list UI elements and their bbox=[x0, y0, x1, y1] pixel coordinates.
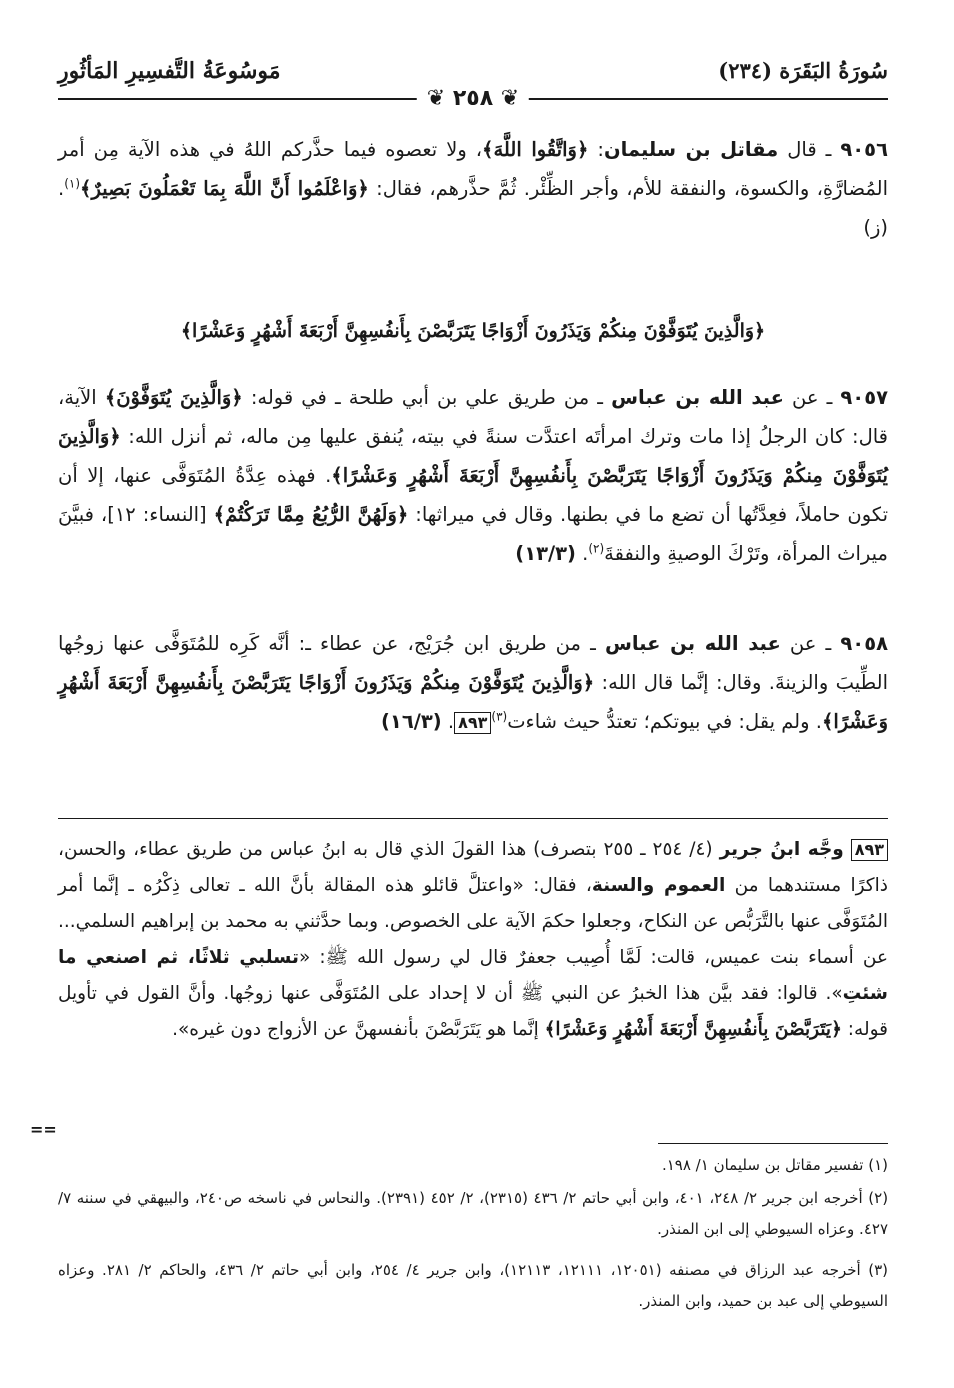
footnote-marker: (١) bbox=[64, 176, 81, 191]
entry-number: ٩٠٥٦ bbox=[840, 138, 888, 161]
commentary-text: (٤/ ٢٥٤ ـ ٢٥٥ بتصرف) هذا القولَ الذي قال به ابنُ عباس من طريق عطاء، والحسن، ذاكرًا مستندهما من bbox=[58, 839, 888, 896]
entry-text: . فهذه عِدَّةُ المُتَوَفَّى عنها، إلا أن تكون حاملاً، فعِدَّتُها أن تضع ما في بطنها. وقال في ميراثها: bbox=[58, 464, 888, 526]
footnote-3: (٣) أخرجه عبد الرزاق في مصنفه (١٢٠٥١، ١٢١١١، ١٢١١٣)، وابن جرير ٤/ ٢٥٤، وابن أبي حاتم ٢/ ٤٣٦، والحاكم ٢/ ٢٨١. وعزاه السيوطي إلى عبد بن حميد، وابن المنذر. bbox=[58, 1261, 889, 1310]
commentary-bold: وجَّه ابنُ جرير bbox=[719, 839, 844, 860]
entry-author: مقاتل بن سليمان bbox=[603, 138, 779, 161]
entry-text: ـ من طريق علي بن أبي طلحة ـ في قوله: bbox=[242, 386, 612, 409]
page-header bbox=[58, 52, 888, 112]
entry-text: ـ قال bbox=[778, 138, 841, 161]
commentary-bold: تسلبي ثلاثًا، ثم اصنعي ما شئتِ bbox=[58, 947, 888, 1004]
entry-9056 bbox=[58, 130, 888, 247]
entry-number: ٩٠٥٧ bbox=[840, 386, 888, 409]
commentary-divider bbox=[58, 818, 888, 819]
quran-quote: ﴿وَاتَّقُوا اللَّهَ﴾ bbox=[482, 138, 589, 161]
commentary-text: ». قالوا: فقد بيَّن هذا الخبرُ عن النبي ﷺ أن لا إحداد على المُتَوَفَّى عنها زوجُها. وأنَّ القول في تأويل قوله: bbox=[58, 983, 888, 1040]
commentary-text: إنَّما هو يَتَرَبَّصْنَ بأنفسهنَّ عن الأزواج دون غيره». bbox=[172, 1019, 545, 1040]
entry-text: : bbox=[588, 138, 604, 161]
entry-text: . ولم يقل: في بيوتكم؛ تعتدُّ حيث شاءت bbox=[507, 710, 822, 733]
book-title: مَوسُوعَةُ التَّفسِيرِ المَأثُورِ bbox=[58, 58, 281, 84]
continuation-mark: == bbox=[30, 1120, 57, 1139]
footnote-2: (٢) أخرجه ابن جرير ٢/ ٢٤٨، ٤٠١، وابن أبي حاتم ٢/ ٤٣٦ (٢٣١٥)، ٢/ ٤٥٢ (٢٣٩١). والنحاس في ناسخه ص٢٤٠، والبيهقي في سننه ٧/ ٤٢٧. وعزاه السيوطي إلى ابن المنذر. bbox=[58, 1189, 889, 1238]
commentary-ref-box: ٨٩٣ bbox=[454, 712, 491, 734]
entry-number: ٩٠٥٨ bbox=[840, 632, 888, 655]
entry-text: [النساء: ١٢]، فبيَّنَ ميراث المرأة، وتَرْكَ الوصيةِ والنفقةَ bbox=[58, 503, 888, 565]
entry-text: . bbox=[575, 542, 589, 565]
quran-quote: ﴿وَاعْلَمُوا أَنَّ اللَّهَ بِمَا تَعْمَلُونَ بَصِيرٌ﴾ bbox=[80, 177, 369, 200]
volume-reference: (١٣/٣) bbox=[515, 542, 576, 565]
footnote-marker: (٣) bbox=[491, 709, 508, 724]
quran-quote: ﴿وَلَهُنَّ الرُّبُعُ مِمَّا تَرَكْتُمْ﴾ bbox=[213, 503, 409, 526]
commentary-bold: العموم والسنة bbox=[591, 875, 726, 896]
entry-9057 bbox=[58, 378, 888, 573]
quran-quote: ﴿وَالَّذِينَ يُتَوَفَّوْنَ مِنكُمْ وَيَذَرُونَ أَزْوَاجًا يَتَرَبَّصْنَ بِأَنفُسِهِنَّ أَرْبَعَةَ أَشْهُرٍ وَعَشْرًا﴾ bbox=[58, 425, 888, 487]
entry-text: الآية، قال: كان الرجلُ إذا مات وترك امرأتَه اعتدَّت سنةً في بيته، يُنفق عليها مِن ماله، ثم أنزل الله: bbox=[58, 386, 888, 448]
entry-text: ـ عن bbox=[783, 386, 841, 409]
quran-quote: ﴿وَالَّذِينَ يُتَوَفَّوْنَ مِنكُمْ وَيَذَرُونَ أَزْوَاجًا يَتَرَبَّصْنَ بِأَنفُسِهِنَّ أَرْبَعَةَ أَشْهُرٍ وَعَشْرًا﴾ bbox=[58, 671, 888, 733]
entry-9058 bbox=[58, 624, 888, 741]
commentary-block bbox=[58, 832, 888, 1048]
entry-text: . bbox=[441, 710, 455, 733]
entry-text: ـ من طريق ابن جُرَيْج، عن عطاء ـ: أنَّه كَرِه للمُتَوَفَّى عنها زوجُها الطِّيبَ والزينةَ. وقال: إنَّما قال الله: bbox=[58, 632, 888, 694]
footnote-1: (١) تفسير مقاتل بن سليمان ١/ ١٩٨. bbox=[661, 1156, 888, 1174]
footnote-marker: (٢) bbox=[588, 541, 605, 556]
entry-text: . (ز) bbox=[58, 177, 888, 239]
entry-author: عبد الله بن عباس bbox=[604, 632, 781, 655]
page-number: ❦ ٢٥٨ ❦ bbox=[417, 86, 529, 111]
entry-author: عبد الله بن عباس bbox=[611, 386, 784, 409]
volume-reference: (١٦/٣) bbox=[381, 710, 442, 733]
document-page bbox=[30, 0, 889, 1388]
footnote-rule bbox=[658, 1143, 888, 1144]
surah-title: سُورَةُ البَقَرَة (٢٣٤) bbox=[718, 58, 888, 83]
quran-quote: ﴿وَالَّذِينَ يُتَوَفَّوْنَ﴾ bbox=[104, 386, 243, 409]
quran-quote: ﴿يَتَرَبَّصْنَ بِأَنفُسِهِنَّ أَرْبَعَةَ أَشْهُرٍ وَعَشْرًا﴾ bbox=[544, 1019, 842, 1040]
entry-text: ـ عن bbox=[780, 632, 841, 655]
commentary-number-box: ٨٩٣ bbox=[851, 839, 888, 861]
page-number-value: ٢٥٨ bbox=[452, 86, 494, 111]
verse-heading: ﴿وَالَّذِينَ يُتَوَفَّوْنَ مِنكُمْ وَيَذَرُونَ أَزْوَاجًا يَتَرَبَّصْنَ بِأَنفُسِهِنَّ أَرْبَعَةَ أَشْهُرٍ وَعَشْرًا﴾ bbox=[180, 320, 766, 342]
entry-text: ، ولا تعصوه فيما حذَّركم اللهُ في هذه الآية مِن أمر المُضارَّةِ، والكسوة، والنفقة للأم، وأجر الظِّئْر. ثُمَّ حذَّرهم، فقال: bbox=[58, 138, 888, 200]
commentary-text: ، فقال: «واعتلَّ قائلو هذه المقالة بأنَّ الله ـ تعالى ذِكْرُه ـ إنَّما أمر المُتَوَفَّى عنها بالتَّرَبُّص عن النكاح، وجعلوا حكمَ الآية على الخصوص. وبما حدَّثني به محمد بن إبراهيم السلمي... عن أسماء بنت عميس، قالت: لَمَّا أُصِيب جعفرٌ قال لي رسول الله ﷺ: « bbox=[58, 875, 888, 968]
